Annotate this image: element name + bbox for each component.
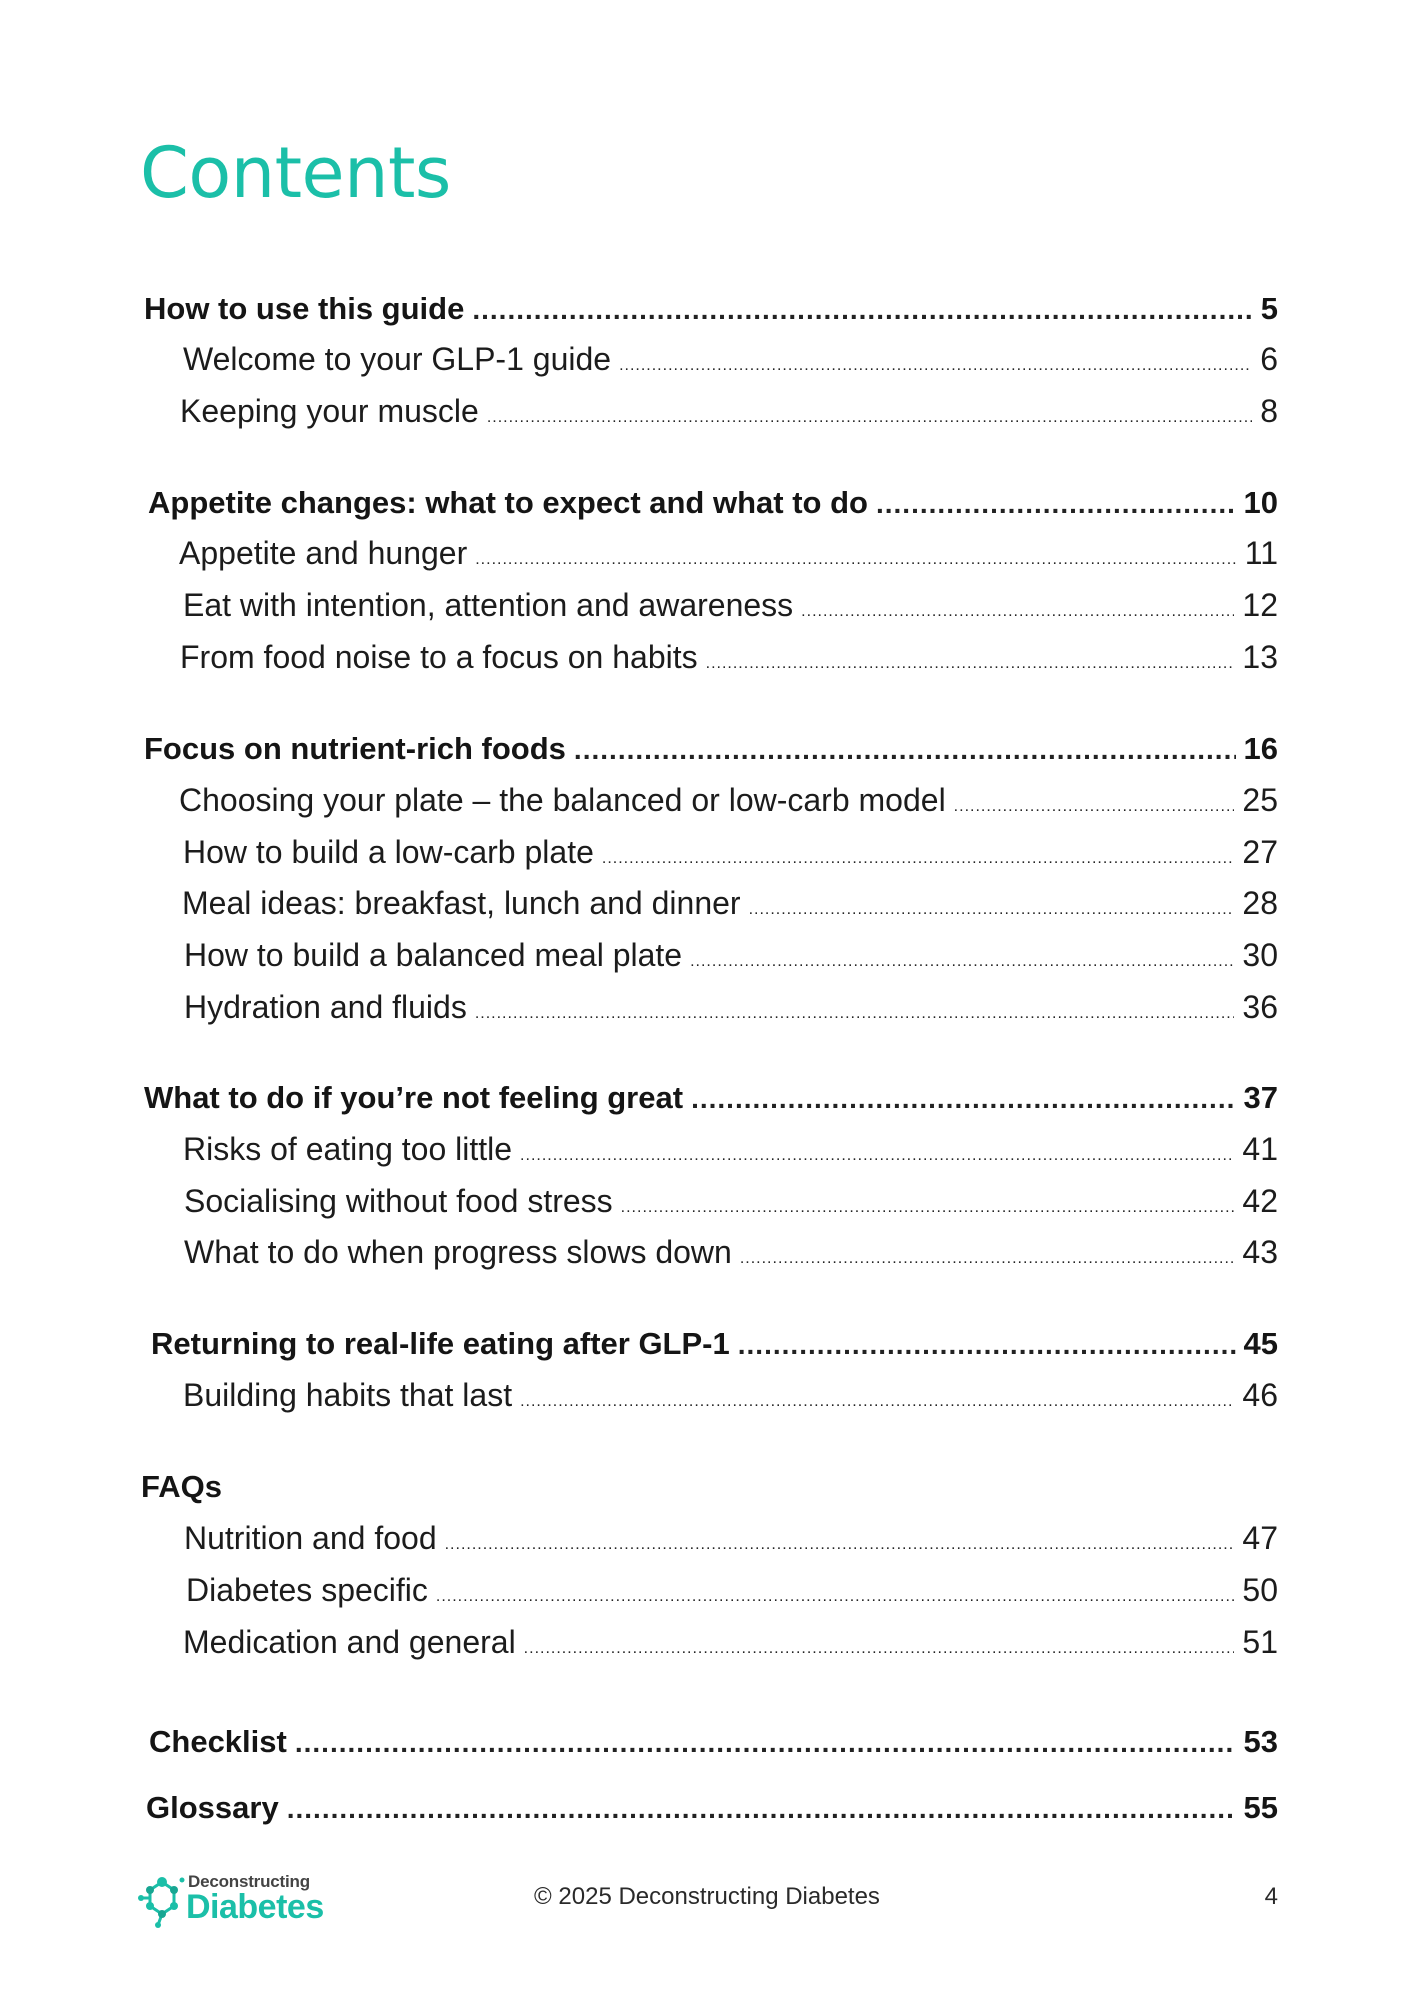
toc-leader bbox=[472, 294, 1252, 326]
toc-item-title: What to do when progress slows down bbox=[184, 1234, 732, 1270]
toc-leader bbox=[287, 1793, 1236, 1825]
toc-page-number: 25 bbox=[1242, 782, 1278, 818]
toc-leader bbox=[574, 734, 1236, 766]
toc-item-title: Medication and general bbox=[183, 1624, 516, 1660]
logo-text-top: Deconstructing bbox=[188, 1872, 310, 1891]
toc-item[interactable] bbox=[184, 937, 1278, 974]
toc-item[interactable] bbox=[183, 1377, 1278, 1414]
toc-item-title: From food noise to a focus on habits bbox=[180, 639, 698, 675]
toc-item[interactable] bbox=[186, 1572, 1278, 1609]
toc-item-title: How to build a balanced meal plate bbox=[184, 937, 683, 973]
toc-item[interactable] bbox=[183, 587, 1278, 624]
toc-section-appetite[interactable] bbox=[148, 485, 1278, 521]
toc-page-number: 37 bbox=[1243, 1080, 1278, 1115]
toc-section-returning[interactable] bbox=[151, 1326, 1278, 1362]
toc-item[interactable] bbox=[179, 535, 1278, 572]
footer-copyright: © 2025 Deconstructing Diabetes bbox=[534, 1883, 880, 1910]
toc-section-title: What to do if you’re not feeling great bbox=[144, 1080, 684, 1115]
toc-item-title: Nutrition and food bbox=[184, 1520, 437, 1556]
toc-leader bbox=[749, 901, 1235, 919]
toc-leader bbox=[691, 1083, 1235, 1115]
toc-item[interactable] bbox=[183, 341, 1278, 378]
toc-item[interactable] bbox=[184, 1520, 1278, 1557]
toc-item-title: Risks of eating too little bbox=[183, 1131, 513, 1167]
toc-section-title: Glossary bbox=[146, 1790, 279, 1825]
toc-leader bbox=[487, 409, 1252, 427]
toc-item[interactable] bbox=[183, 1624, 1278, 1661]
toc-section-not-feeling-great[interactable] bbox=[144, 1080, 1278, 1116]
toc-item[interactable] bbox=[183, 834, 1278, 871]
toc-item-title: Meal ideas: breakfast, lunch and dinner bbox=[182, 885, 741, 921]
toc-page-number: 41 bbox=[1242, 1131, 1278, 1167]
toc-page-number: 42 bbox=[1242, 1183, 1278, 1219]
toc-page-number: 8 bbox=[1260, 393, 1278, 429]
toc-leader bbox=[801, 603, 1234, 621]
toc-leader bbox=[602, 850, 1235, 868]
toc-leader bbox=[876, 488, 1236, 520]
toc-page-number: 27 bbox=[1242, 834, 1278, 870]
toc-leader bbox=[520, 1147, 1234, 1165]
toc-section-nutrient-rich[interactable] bbox=[144, 731, 1278, 767]
toc-section-faqs[interactable] bbox=[141, 1469, 1278, 1505]
toc-page-number: 51 bbox=[1242, 1624, 1278, 1660]
toc-page-number: 43 bbox=[1242, 1234, 1278, 1270]
toc-item[interactable] bbox=[179, 782, 1278, 819]
toc-page-number: 36 bbox=[1242, 989, 1278, 1025]
toc-item-title: Building habits that last bbox=[183, 1377, 513, 1413]
toc-page-number: 11 bbox=[1244, 535, 1278, 571]
toc-section-glossary[interactable] bbox=[146, 1790, 1278, 1826]
toc-item-title: Choosing your plate – the balanced or low-carb model bbox=[179, 782, 946, 818]
toc-item[interactable] bbox=[184, 989, 1278, 1026]
page-title: Contents bbox=[140, 132, 451, 214]
toc-item-title: Diabetes specific bbox=[186, 1572, 428, 1608]
toc-item[interactable] bbox=[180, 393, 1278, 430]
toc-leader bbox=[520, 1393, 1234, 1411]
toc-item[interactable] bbox=[184, 1183, 1278, 1220]
toc-item[interactable] bbox=[180, 639, 1278, 676]
toc-item[interactable] bbox=[184, 1234, 1278, 1271]
logo-text-main: Diabetes bbox=[186, 1888, 324, 1926]
toc-item-title: Keeping your muscle bbox=[180, 393, 479, 429]
toc-page-number: 12 bbox=[1242, 587, 1278, 623]
toc-item-title: Socialising without food stress bbox=[184, 1183, 613, 1219]
toc-page-number: 13 bbox=[1242, 639, 1278, 675]
toc-section-title: Focus on nutrient-rich foods bbox=[144, 731, 566, 766]
toc-leader bbox=[445, 1536, 1235, 1554]
toc-leader bbox=[436, 1588, 1235, 1606]
toc-section-checklist[interactable] bbox=[149, 1724, 1278, 1760]
toc-item-title: Appetite and hunger bbox=[179, 535, 468, 571]
toc-section-title: Returning to real-life eating after GLP-1 bbox=[151, 1326, 730, 1361]
toc-page-number: 30 bbox=[1242, 937, 1278, 973]
toc-page-number: 45 bbox=[1243, 1326, 1278, 1361]
toc-leader bbox=[706, 655, 1235, 673]
toc-leader bbox=[690, 953, 1234, 971]
toc-page-number: 5 bbox=[1260, 291, 1278, 326]
toc-section-title: FAQs bbox=[141, 1469, 222, 1504]
toc-page-number: 6 bbox=[1260, 341, 1278, 377]
toc-leader bbox=[619, 357, 1252, 375]
toc-page-number: 28 bbox=[1242, 885, 1278, 921]
toc-page-number: 55 bbox=[1243, 1790, 1278, 1825]
toc-leader bbox=[621, 1199, 1235, 1217]
toc-leader bbox=[295, 1727, 1236, 1759]
toc-page-number: 47 bbox=[1242, 1520, 1278, 1556]
toc-page-number: 16 bbox=[1243, 731, 1278, 766]
toc-page-number: 10 bbox=[1243, 485, 1278, 520]
toc-section-title: Appetite changes: what to expect and what to do bbox=[148, 485, 868, 520]
toc-section-title: How to use this guide bbox=[144, 291, 465, 326]
toc-item-title: Hydration and fluids bbox=[184, 989, 467, 1025]
toc-leader bbox=[738, 1329, 1236, 1361]
toc-item[interactable] bbox=[183, 1131, 1278, 1168]
toc-leader bbox=[475, 551, 1237, 569]
toc-page-number: 53 bbox=[1243, 1724, 1278, 1759]
toc-page-number: 46 bbox=[1242, 1377, 1278, 1413]
toc-item-title: How to build a low-carb plate bbox=[183, 834, 594, 870]
toc-page-number: 50 bbox=[1242, 1572, 1278, 1608]
toc-item-title: Welcome to your GLP-1 guide bbox=[183, 341, 612, 377]
toc-leader bbox=[475, 1005, 1235, 1023]
toc-leader bbox=[524, 1640, 1235, 1658]
toc-section-title: Checklist bbox=[149, 1724, 287, 1759]
toc-item[interactable] bbox=[182, 885, 1278, 922]
toc-section-how-to-use[interactable] bbox=[144, 291, 1278, 327]
toc-leader bbox=[740, 1250, 1235, 1268]
toc-leader bbox=[954, 798, 1235, 816]
toc-item-title: Eat with intention, attention and awareness bbox=[183, 587, 794, 623]
footer-page-number: 4 bbox=[1264, 1883, 1278, 1910]
